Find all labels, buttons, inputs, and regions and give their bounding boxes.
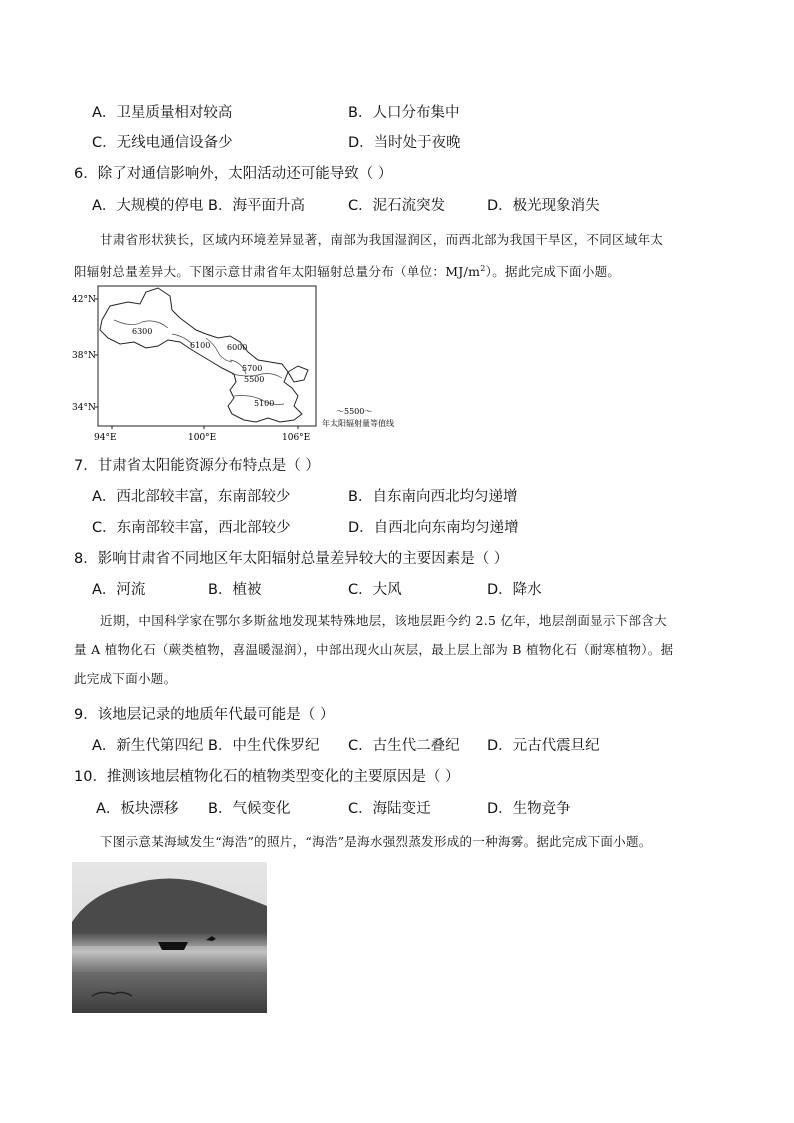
legend-isoline-text: 年太阳辐射量等值线: [322, 419, 394, 428]
q5-option-b: B．人口分布集中: [348, 105, 460, 121]
q6-option-c: C．泥石流突发: [348, 198, 446, 214]
q7-option-a: A．西北部较丰富，东南部较少: [92, 489, 291, 505]
legend-isoline-sample: ～5500～: [336, 407, 373, 416]
passage-ordos-line1: 近期，中国科学家在鄂尔多斯盆地发现某特殊地层，该地层距今约 2.5 亿年，地层剖面显示下部含大: [100, 613, 667, 628]
q10-option-d: D．生物竞争: [487, 801, 571, 817]
q8-option-b: B．植被: [208, 582, 262, 598]
q8-option-a: A．河流: [92, 582, 146, 598]
lat-label-38: 38°N: [72, 351, 96, 361]
passage-gansu: [74, 225, 724, 286]
q6-option-a: A．大规模的停电: [92, 198, 204, 214]
q10-option-a: A．板块漂移: [96, 801, 179, 817]
passage-gansu-line2-end: ）。据此完成下面小题。: [485, 264, 621, 280]
q7-option-c: C．东南部较丰富，西北部较少: [92, 520, 291, 536]
q6-option-b: B．海平面升高: [208, 198, 305, 214]
passage-ordos: [74, 606, 724, 693]
passage-sea-smoke: [74, 827, 724, 856]
q8-option-c: C．大风: [348, 582, 402, 598]
passage-ordos-line2: 量 A 植物化石（蕨类植物，喜温暖湿润），中部出现火山灰层，最上层上部为 B 植物化石（耐寒植物）。据: [74, 642, 674, 657]
isoline-label-5500: 5500: [244, 375, 265, 384]
q7-stem: 7．甘肃省太阳能资源分布特点是（ ）: [74, 458, 320, 474]
gansu-solar-radiation-map: [72, 282, 432, 442]
q8-option-d: D．降水: [487, 582, 542, 598]
lat-label-34: 34°N: [72, 403, 96, 413]
isoline-label-5700: 5700: [242, 364, 263, 373]
map-frame: [98, 286, 316, 426]
gansu-east-outline: [288, 366, 308, 382]
lon-label-100: 100°E: [188, 433, 217, 442]
photo-fog: [72, 932, 267, 972]
q5-option-d: D．当时处于夜晚: [348, 135, 461, 151]
lon-label-106: 106°E: [282, 433, 311, 442]
q6-stem: 6．除了对通信影响外，太阳活动还可能导致（ ）: [74, 166, 393, 182]
passage-gansu-line2: 阳辐射总量差异大。下图示意甘肃省年太阳辐射总量分布（单位：MJ/m: [74, 264, 481, 280]
q10-option-b: B．气候变化: [208, 801, 291, 817]
q8-stem: 8．影响甘肃省不同地区年太阳辐射总量差异较大的主要因素是（ ）: [74, 551, 509, 567]
q9-option-c: C．古生代二叠纪: [348, 738, 460, 754]
q9-option-a: A．新生代第四纪: [92, 738, 204, 754]
passage-sea-smoke-line1: 下图示意某海域发生“海浩”的照片，“海浩”是海水强烈蒸发形成的一种海雾。据此完成下面小题。: [100, 834, 652, 849]
q9-option-d: D．元古代震旦纪: [487, 738, 600, 754]
isoline-label-6300: 6300: [132, 327, 153, 336]
q10-stem: 10．推测该地层植物化石的植物类型变化的主要原因是（ ）: [74, 769, 460, 785]
lon-label-94: 94°E: [94, 433, 117, 442]
q9-stem: 9．该地层记录的地质年代最可能是（ ）: [74, 707, 335, 723]
q6-option-d: D．极光现象消失: [487, 198, 600, 214]
isoline-6100: [172, 334, 192, 344]
isoline-label-5100: 5100: [254, 399, 275, 408]
lat-label-42: 42°N: [72, 295, 96, 305]
isoline-label-6100: 6100: [190, 341, 211, 350]
q10-option-c: C．海陆变迁: [348, 801, 431, 817]
q5-option-a: A．卫星质量相对较高: [92, 105, 233, 121]
passage-gansu-line1: 甘肃省形状狭长，区域内环境差异显著，南部为我国湿润区，而西北部为我国干旱区，不同区域年太: [100, 232, 664, 247]
q5-option-c: C．无线电通信设备少: [92, 135, 233, 151]
unit-superscript: 2: [480, 264, 486, 273]
q9-option-b: B．中生代侏罗纪: [208, 738, 320, 754]
isoline-label-6000: 6000: [227, 343, 248, 352]
passage-ordos-line3: 此完成下面小题。: [74, 671, 177, 686]
q7-option-d: D．自西北向东南均匀递增: [348, 520, 519, 536]
sea-smoke-photo: [72, 862, 267, 1013]
boat-icon: [158, 942, 188, 950]
q7-option-b: B．自东南向西北均匀递增: [348, 489, 518, 505]
